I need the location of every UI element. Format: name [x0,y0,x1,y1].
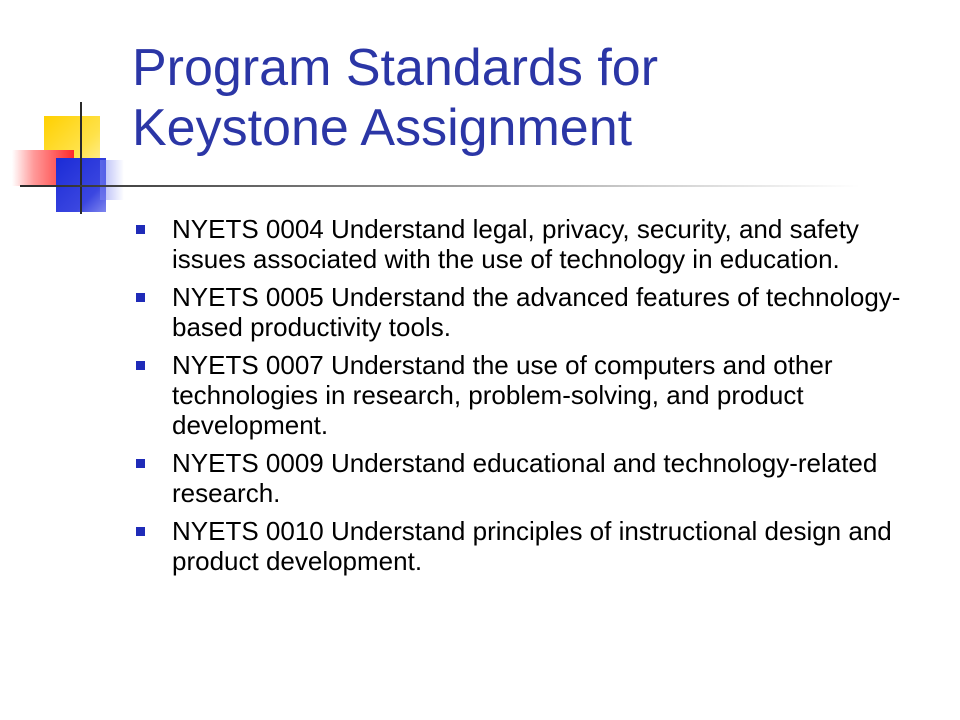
bullet-text: NYETS 0010 Understand principles of instructional design and product development. [172,516,892,576]
bullet-list [132,214,932,584]
square-bullet-icon [136,293,145,302]
list-item [132,448,932,508]
bullet-text: NYETS 0007 Understand the use of computers and other technologies in research, problem-solving, and product development. [172,350,833,440]
title-underline-rule [20,185,860,187]
blue-glow-decoration [100,160,124,200]
list-item [132,350,932,440]
vertical-rule [80,102,82,214]
bullet-text: NYETS 0005 Understand the advanced features of technology-based productivity tools. [172,282,901,342]
bullet-text: NYETS 0009 Understand educational and technology-related research. [172,448,878,508]
bullet-text: NYETS 0004 Understand legal, privacy, security, and safety issues associated with the use of technology in education. [172,214,859,274]
list-item [132,516,932,576]
square-bullet-icon [136,361,145,370]
slide-title [132,38,932,158]
title-line-2: Keystone Assignment [132,99,633,157]
square-bullet-icon [136,225,145,234]
square-bullet-icon [136,527,145,536]
title-line-1: Program Standards for [132,39,659,97]
list-item [132,214,932,274]
square-bullet-icon [136,459,145,468]
list-item [132,282,932,342]
